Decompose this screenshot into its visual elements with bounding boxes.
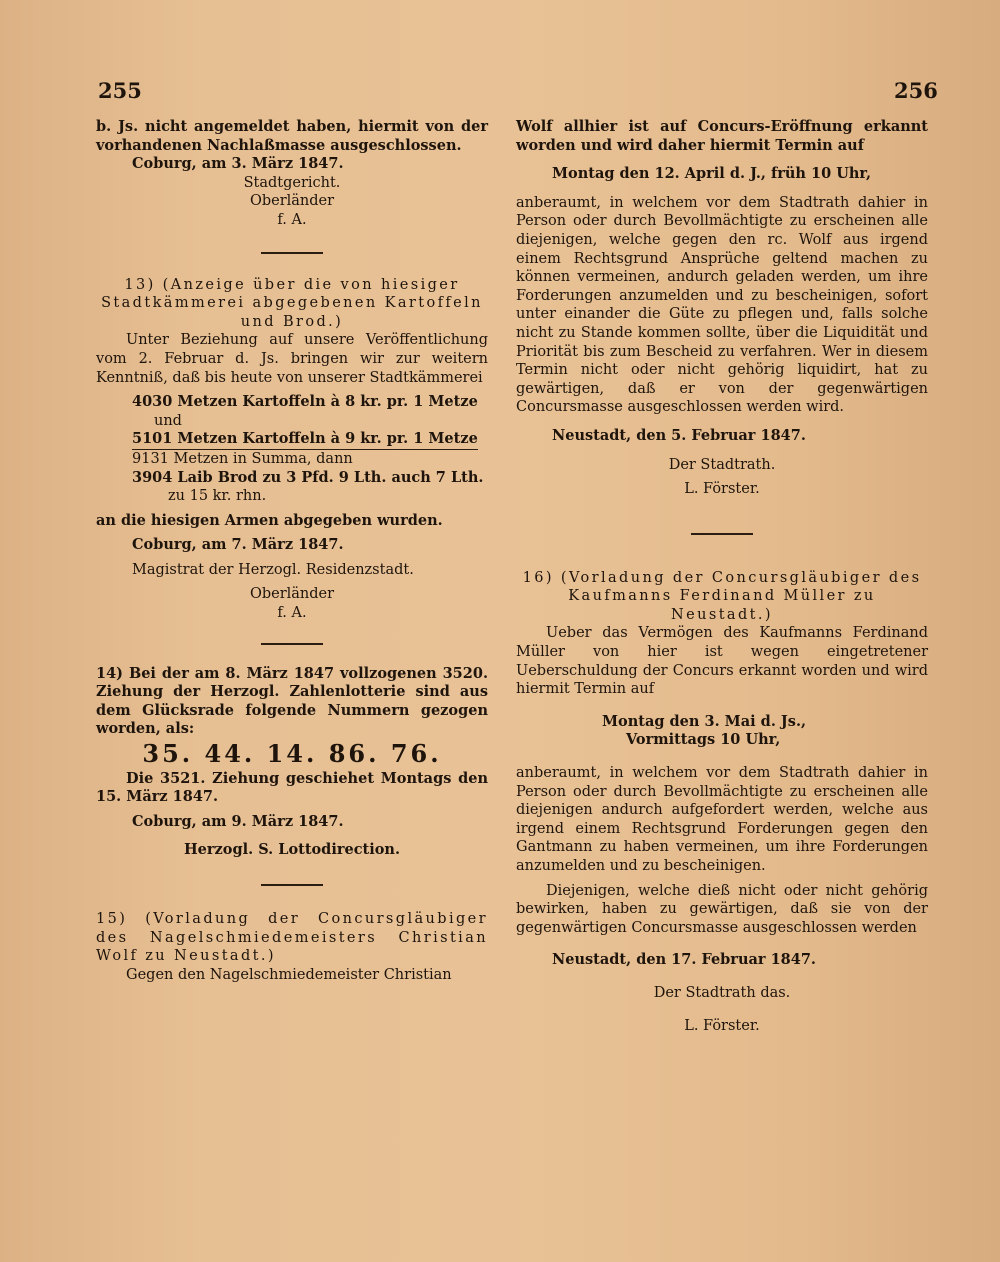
notice-16-sig-name: L. Förster. — [684, 1017, 760, 1034]
left-column — [96, 118, 488, 984]
notice-14-next: Die 3521. Ziehung geschiehet Montags den 15. März 1847. — [96, 769, 488, 806]
notice-15-date: Montag den 12. April d. J., früh 10 Uhr, — [552, 165, 872, 183]
notice-15-sig-council: Der Stadtrath. — [668, 456, 776, 473]
potato-line-and: und — [154, 412, 182, 429]
notice-13-text: Unter Beziehung auf unsere Veröffentlichung vom 2. Februar d. Js. bringen wir zur weitern Kenntniß, daß bis heute von unserer Stadtkämmerei — [96, 332, 488, 386]
notice-14-sig: Herzogl. S. Lottodirection. — [183, 841, 400, 859]
notice-16-place-date: Neustadt, den 17. Februar 1847. — [552, 951, 816, 969]
notice-16-body2: Diejenigen, welche dieß nicht oder nicht gehörig bewirken, haben zu gewärtigen, daß sie von der gegenwärtigen Concursmasse ausgeschlossen werden — [516, 882, 928, 936]
section-divider — [691, 533, 753, 535]
bread-line: 3904 Laib Brod zu 3 Pfd. 9 Lth. auch 7 Lth. — [132, 468, 484, 486]
notice-15-sig-name: L. Förster. — [684, 481, 760, 498]
notice-16-date1: Montag den 3. Mai d. Js., — [602, 712, 807, 730]
notice-13-sig-name: Oberländer — [249, 586, 335, 603]
section-divider — [261, 643, 323, 645]
page-number-left: 255 — [98, 78, 142, 103]
notice-14-date: Coburg, am 9. März 1847. — [132, 812, 344, 830]
notice-14-text: 14) Bei der am 8. März 1847 vollzogenen 3520. Ziehung der Herzogl. Zahlenlotterie sind aus dem Glücksrade folgende Nummern gezogen worden, als: — [96, 664, 488, 738]
notice-16-heading: 16) (Vorladung der Concursgläubiger des Kaufmanns Ferdinand Müller zu Neustadt.) — [522, 569, 922, 623]
notice-13-end: an die hiesigen Armen abgegeben wurden. — [96, 511, 443, 529]
notice-16-body: anberaumt, in welchem vor dem Stadtrath dahier in Person oder durch Bevollmächtigte zu erscheinen alle diejenigen andurch aufgefordert werden, welche aus irgend einem Rechtsgrund Forderungen gegen den Gantmann zu haben vermeinen, um ihre Forderungen anzumelden und zu bescheinigen. — [516, 765, 928, 874]
lottery-numbers: 35. 44. 14. 86. 76. — [142, 739, 442, 769]
signature-name: Oberländer — [249, 193, 335, 210]
paragraph-continuation: b. Js. nicht angemeldet haben, hiermit von der vorhandenen Nachlaßmasse ausgeschlossen. — [96, 118, 488, 154]
date-line: Coburg, am 3. März 1847. — [132, 155, 344, 173]
notice-16-text: Ueber das Vermögen des Kaufmanns Ferdinand Müller von hier ist wegen eingetretener Ueberschuldung der Concurs erkannt worden und wird hiermit Termin auf — [516, 625, 928, 698]
notice-13-date: Coburg, am 7. März 1847. — [132, 536, 344, 554]
notice-15-continuation: Wolf allhier ist auf Concurs-Eröffnung erkannt worden und wird daher hiermit Termin auf — [516, 118, 928, 154]
notice-15-text: Gegen den Nagelschmiedemeister Christian — [126, 966, 452, 983]
notice-16-sig-council: Der Stadtrath das. — [653, 984, 791, 1001]
notice-13-sig-initials: f. A. — [277, 605, 307, 622]
bread-price: zu 15 kr. rhn. — [168, 488, 267, 505]
signature-initials: f. A. — [277, 211, 307, 228]
signature-court: Stadtgericht. — [243, 174, 341, 191]
notice-13-sig-magistrat: Magistrat der Herzogl. Residenzstadt. — [132, 561, 414, 578]
potato-line-2: 5101 Metzen Kartoffeln à 9 kr. pr. 1 Metze — [96, 430, 488, 450]
section-divider — [261, 252, 323, 254]
notice-15-heading: 15) (Vorladung der Concursgläubiger des Nagelschmiedemeisters Christian Wolf zu Neustadt.) — [96, 911, 488, 965]
right-column — [516, 118, 928, 1035]
page-number-right: 256 — [894, 78, 938, 103]
notice-15-place-date: Neustadt, den 5. Februar 1847. — [552, 426, 806, 444]
section-divider — [261, 884, 323, 886]
notice-16-date2: Vormittags 10 Uhr, — [626, 731, 781, 749]
potato-sum: 9131 Metzen in Summa, dann — [132, 450, 353, 467]
notice-15-body: anberaumt, in welchem vor dem Stadtrath dahier in Person oder durch Bevollmächtigte zu erscheinen alle diejenigen, welche gegen den rc. Wolf aus irgend einem Rechtsgrund Ansprüche geltend machen zu können vermeinen, andurch geladen werden, um ihre Forderungen anzumelden und zu bescheinigen, sofort unter einander die Güte zu pflegen und, falls solche nicht zu Stande kommen sollte, über die Liquidität und Priorität bis zum Bescheid zu verfahren. Wer in diesem Termin nicht oder nicht gehörig liquidirt, hat zu gewärtigen, daß er von der gegenwärtigen Concursmasse ausgeschlossen werden wird. — [516, 194, 928, 416]
potato-line-1: 4030 Metzen Kartoffeln à 8 kr. pr. 1 Metze — [132, 393, 478, 411]
notice-13-heading: 13) (Anzeige über die von hiesiger Stadtkämmerei abgegebenen Kartoffeln und Brod.) — [101, 276, 483, 330]
